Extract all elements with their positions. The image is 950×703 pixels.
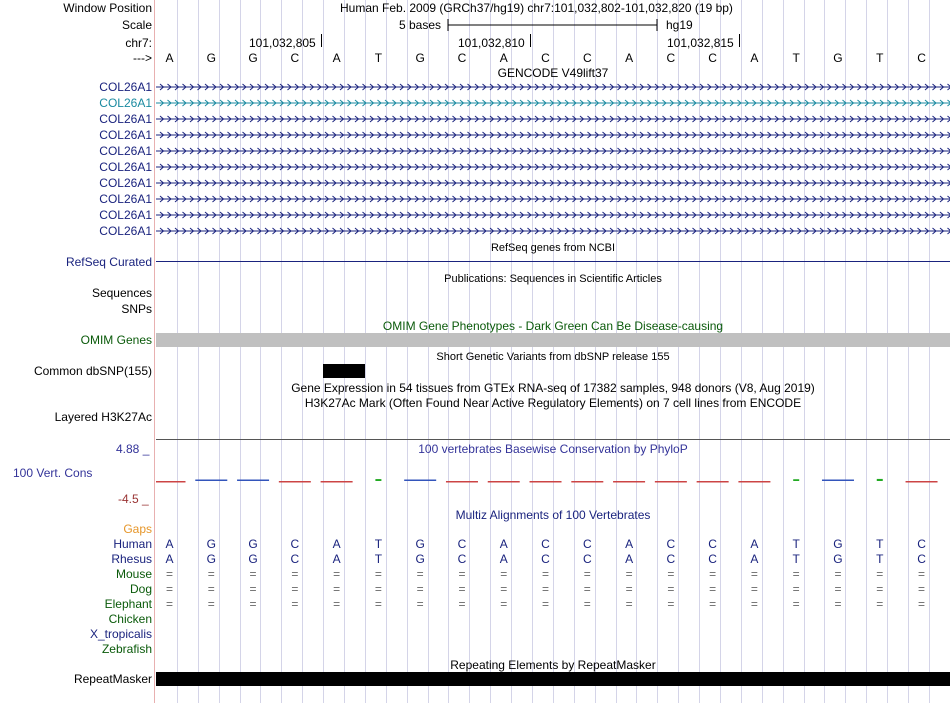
alignment-match: = [918,597,926,611]
alignment-match: = [583,582,591,596]
refseq-gene-line[interactable] [156,261,950,262]
alignment-match: = [834,597,842,611]
alignment-base: A [750,552,759,566]
phylop-bar [404,480,436,482]
alignment-base: T [374,537,383,551]
phylop-bar [488,481,520,483]
base-letter: T [374,51,383,65]
alignment-match: = [667,567,675,581]
gencode-gene-label[interactable]: COL26A1 [99,144,152,158]
phylop-bar [877,479,883,481]
gtex-title: Gene Expression in 54 tissues from GTEx RNA-seq of 17382 samples, 948 donors (V8, Aug 2019) [291,381,815,395]
gencode-gene-label[interactable]: COL26A1 [99,160,152,174]
alignment-match: = [625,597,633,611]
refseq-curated-label[interactable]: RefSeq Curated [65,255,152,269]
alignment-base: C [457,552,467,566]
alignment-match: = [709,597,717,611]
alignment-match: = [291,582,299,596]
gencode-gene-label[interactable]: COL26A1 [99,208,152,222]
alignment-base: G [833,537,843,551]
phylop-bar [375,479,381,481]
alignment-match: = [207,582,215,596]
base-letter: G [206,51,216,65]
alignment-match: = [709,582,717,596]
alignment-match: = [458,567,466,581]
base-letter: A [165,51,174,65]
alignment-base: C [541,537,550,551]
omim-bar[interactable] [156,333,950,347]
alignment-base: A [165,552,174,566]
alignment-base: A [499,552,508,566]
gencode-gene-label[interactable]: COL26A1 [99,112,152,126]
alignment-match: = [207,597,215,611]
dbsnp-title: Short Genetic Variants from dbSNP release 155 [436,351,670,363]
alignment-base: A [332,537,341,551]
alignment-base: T [792,537,800,551]
h3k27ac-baseline [156,439,950,440]
species-rhesus-label[interactable]: Rhesus [111,552,152,566]
base-letter: C [541,51,550,65]
gencode-gene-label[interactable]: COL26A1 [99,224,152,238]
sequences-label[interactable]: Sequences [91,286,152,300]
alignment-base: C [290,537,300,551]
alignment-match: = [876,567,884,581]
phylop-bar [738,481,770,483]
gencode-transcript-line[interactable] [156,98,950,108]
base-letter: C [290,51,300,65]
alignment-match: = [583,597,591,611]
layered-h3k27ac-label[interactable]: Layered H3K27Ac [54,410,152,424]
alignment-base: C [666,537,676,551]
tick-label-2: 101,032,810 [458,36,525,50]
alignment-match: = [458,582,466,596]
alignment-match: = [750,567,758,581]
tick-label-1: 101,032,805 [249,36,316,50]
alignment-base: G [206,552,216,566]
alignment-base: C [666,552,676,566]
phylop-bar [655,481,687,483]
gencode-transcript-line[interactable] [156,114,950,124]
alignment-base: G [248,537,258,551]
alignment-match: = [416,582,424,596]
alignment-base: C [708,552,717,566]
alignment-match: = [165,567,173,581]
alignment-base: G [248,552,258,566]
phylop-bar [613,481,645,483]
gencode-transcript-line[interactable] [156,210,950,220]
h3k27ac-title: H3K27Ac Mark (Often Found Near Active Regulatory Elements) on 7 cell lines from ENCODE [304,396,802,410]
phylop-bar [822,480,854,482]
phylop-bar [906,481,938,483]
alignment-match: = [876,597,884,611]
alignment-match: = [709,567,717,581]
alignment-base: C [582,537,592,551]
tick-label-3: 101,032,815 [667,36,734,50]
phylop-bar [793,479,799,481]
alignment-match: = [750,597,758,611]
alignment-match: = [834,567,842,581]
phylop-bar [237,480,269,482]
label-divider [154,0,155,703]
species-human-label[interactable]: Human [113,537,152,551]
omim-title: OMIM Gene Phenotypes - Dark Green Can Be Disease-causing [382,319,724,333]
alignment-base: T [876,552,884,566]
alignment-match: = [416,567,424,581]
alignment-match: = [834,582,842,596]
alignment-match: = [667,582,675,596]
gencode-gene-label[interactable]: COL26A1 [99,80,152,94]
phylop-title: 100 vertebrates Basewise Conservation by PhyloP [418,442,688,456]
common-dbsnp-label[interactable]: Common dbSNP(155) [33,364,152,378]
gencode-gene-label[interactable]: COL26A1 [99,128,152,142]
dbsnp-variant-mark[interactable] [323,364,365,378]
gencode-transcript-line[interactable] [156,82,950,92]
alignment-match: = [165,597,173,611]
omim-genes-label[interactable]: OMIM Genes [80,333,152,347]
alignment-match: = [792,567,800,581]
alignment-match: = [500,597,508,611]
refseq-title: RefSeq genes from NCBI [490,242,616,254]
species-zebrafish-label[interactable]: Zebrafish [101,642,152,656]
alignment-match: = [249,582,257,596]
species-mouse-label[interactable]: Mouse [115,567,152,581]
base-letter: G [248,51,258,65]
alignment-base: C [917,537,926,551]
phylop-bar [279,481,311,483]
window-position-label: Window Position [63,1,152,15]
alignment-base: G [833,552,843,566]
alignment-match: = [374,582,382,596]
tick-mark [739,34,740,47]
gencode-gene-label[interactable]: COL26A1 [99,176,152,190]
alignment-match: = [542,597,550,611]
alignment-base: A [750,537,759,551]
alignment-base: T [374,552,383,566]
phylop-min-label: -4.5 _ [118,492,149,506]
phylop-bar [446,481,478,483]
scale-bar [446,17,660,33]
base-letter: A [750,51,759,65]
alignment-match: = [249,597,257,611]
alignment-match: = [500,567,508,581]
gencode-transcript-line[interactable] [156,146,950,156]
alignment-base: C [290,552,300,566]
alignment-base: C [917,552,926,566]
base-letter: C [457,51,467,65]
alignment-base: G [415,537,425,551]
base-letter: G [415,51,425,65]
db-text: hg19 [666,18,693,32]
gaps-label[interactable]: Gaps [123,522,152,536]
gencode-title: GENCODE V49lift37 [497,66,609,80]
alignment-match: = [542,582,550,596]
alignment-base: A [625,537,634,551]
alignment-match: = [374,597,382,611]
species-dog-label[interactable]: Dog [129,582,152,596]
base-letter: T [792,51,800,65]
species-elephant-label[interactable]: Elephant [104,597,152,611]
alignment-match: = [792,597,800,611]
repeatmasker-title: Repeating Elements by RepeatMasker [450,658,656,672]
publications-title: Publications: Sequences in Scientific Articles [444,273,662,285]
alignment-match: = [291,597,299,611]
base-letter: C [708,51,717,65]
snps-label[interactable]: SNPs [121,302,152,316]
alignment-match: = [918,567,926,581]
phylop-bar [530,481,562,483]
base-letter: G [833,51,843,65]
phylop-bar [571,481,603,483]
base-letter: A [499,51,508,65]
gencode-transcript-line[interactable] [156,130,950,140]
scale-label: Scale [121,18,152,32]
alignment-match: = [333,567,341,581]
alignment-base: G [415,552,425,566]
phylop-bar [156,481,186,483]
alignment-match: = [792,582,800,596]
base-letter: C [917,51,926,65]
alignment-base: G [206,537,216,551]
alignment-base: A [332,552,341,566]
gencode-gene-label[interactable]: COL26A1 [99,192,152,206]
alignment-match: = [667,597,675,611]
assembly-position-text: Human Feb. 2009 (GRCh37/hg19) chr7:101,032,802-101,032,820 (19 bp) [340,1,733,15]
tick-mark [530,34,531,47]
alignment-base: C [457,537,467,551]
alignment-match: = [500,582,508,596]
gencode-gene-label[interactable]: COL26A1 [99,96,152,110]
alignment-match: = [625,567,633,581]
alignment-base: A [625,552,634,566]
strand-label: ---> [133,51,152,65]
repeatmasker-label[interactable]: RepeatMasker [73,672,152,686]
alignment-match: = [625,582,633,596]
alignment-base: C [582,552,592,566]
scale-text: 5 bases [399,18,442,32]
chr-label: chr7: [125,36,152,50]
repeatmasker-bar[interactable] [156,672,950,686]
alignment-match: = [750,582,758,596]
species-chicken-label[interactable]: Chicken [108,612,152,626]
alignment-match: = [583,567,591,581]
gencode-transcript-line[interactable] [156,194,950,204]
base-letter: A [625,51,634,65]
alignment-match: = [458,597,466,611]
alignment-base: T [876,537,884,551]
vert-cons-label[interactable]: 100 Vert. Cons [13,466,93,480]
phylop-track[interactable] [156,470,950,492]
base-letter: C [582,51,592,65]
alignment-base: C [541,552,550,566]
alignment-match: = [333,582,341,596]
multiz-title: Multiz Alignments of 100 Vertebrates [455,508,651,522]
alignment-base: C [708,537,717,551]
tick-mark [321,34,322,47]
alignment-match: = [918,582,926,596]
gencode-transcript-line[interactable] [156,226,950,236]
alignment-base: A [499,537,508,551]
phylop-max-label: 4.88 _ [116,442,150,456]
gencode-transcript-line[interactable] [156,178,950,188]
alignment-match: = [207,567,215,581]
species-xtropicalis-label[interactable]: X_tropicalis [89,627,152,641]
alignment-match: = [291,567,299,581]
base-letter: T [876,51,884,65]
base-letter: C [666,51,676,65]
phylop-bar [697,481,729,483]
alignment-match: = [876,582,884,596]
alignment-match: = [249,567,257,581]
phylop-bar [195,480,227,482]
alignment-match: = [374,567,382,581]
alignment-match: = [416,597,424,611]
base-letter: A [332,51,341,65]
phylop-bar [321,481,353,483]
alignment-match: = [333,597,341,611]
gencode-transcript-line[interactable] [156,162,950,172]
alignment-base: A [165,537,174,551]
alignment-match: = [165,582,173,596]
alignment-base: T [792,552,800,566]
alignment-match: = [542,567,550,581]
